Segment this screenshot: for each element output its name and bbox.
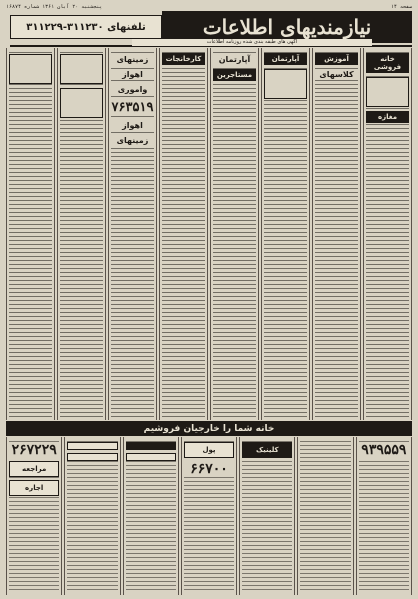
masthead-title: نیازمندیهای اطلاعات [162, 11, 412, 43]
classified-columns [6, 48, 412, 420]
bottom-ads [6, 437, 412, 595]
phone-number-large: ۹۳۹۵۵۹ [359, 442, 409, 458]
category-heading: آموزش [315, 53, 358, 65]
ad-label: کلاسهای [315, 69, 358, 80]
date-line: پنجشنبه ۲۰ آبان ۱۳۶۱ شماره ۱۶۸۷۴ [6, 3, 103, 10]
ad-box [126, 442, 176, 450]
ad-box [9, 54, 52, 84]
ad-label: زمینهای [111, 135, 154, 146]
ad-box [67, 442, 117, 450]
phone-number-large: ۶۶۷۰۰ [184, 461, 234, 477]
bottom-column-1 [356, 437, 412, 595]
column-6 [108, 48, 157, 420]
bottom-column-2 [297, 437, 353, 595]
ad-box [126, 453, 176, 461]
top-info-line [6, 3, 412, 10]
ad-box [366, 77, 409, 107]
column-1 [363, 48, 412, 420]
column-8 [6, 48, 55, 420]
masthead-area [10, 11, 412, 47]
phone-number-large: ۷۶۳۵۱۹ [111, 100, 154, 115]
column-5 [159, 48, 208, 420]
ad-label: زمینهای [111, 54, 154, 65]
ad-box [60, 88, 103, 118]
bottom-column-6 [64, 437, 120, 595]
ad-label: آپارتمان [213, 54, 256, 65]
phone-numbers: تلفنهای ۳۱۱۲۳۰-۳۱۱۲۲۹ [10, 15, 162, 39]
column-3 [261, 48, 310, 420]
bottom-column-4 [181, 437, 237, 595]
ad-box: اجاره [9, 480, 59, 496]
ad-box: کلینیک [242, 442, 292, 458]
page-number: صفحه ۱۴ [390, 3, 412, 10]
ad-box: مراجعه [9, 461, 59, 477]
column-7 [57, 48, 106, 420]
column-2 [312, 48, 361, 420]
category-heading: آپارتمان [264, 53, 307, 65]
category-heading: خانه فروشی [366, 53, 409, 73]
ad-box [60, 54, 103, 84]
category-heading: کارخانجات [162, 53, 205, 65]
column-4 [210, 48, 259, 420]
ad-box: پول [184, 442, 234, 458]
ad-label: اهواز [111, 120, 154, 131]
ad-box [67, 453, 117, 461]
ad-label: اهواز [111, 69, 154, 80]
ad-label: واموری [111, 84, 154, 95]
bottom-column-3 [239, 437, 295, 595]
section-banner: خانه شما را خارجیان فروشیم [6, 421, 412, 436]
ad-box [264, 69, 307, 99]
bottom-column-7 [6, 437, 62, 595]
phone-number-large: ۲۶۷۲۲۹ [9, 442, 59, 458]
category-heading: مستاجرین [213, 69, 256, 81]
masthead-subline: آگهی های طبقه بندی شده روزنامه اطلاعات [132, 39, 372, 46]
bottom-column-5 [123, 437, 179, 595]
category-heading: مغازه [366, 111, 409, 123]
